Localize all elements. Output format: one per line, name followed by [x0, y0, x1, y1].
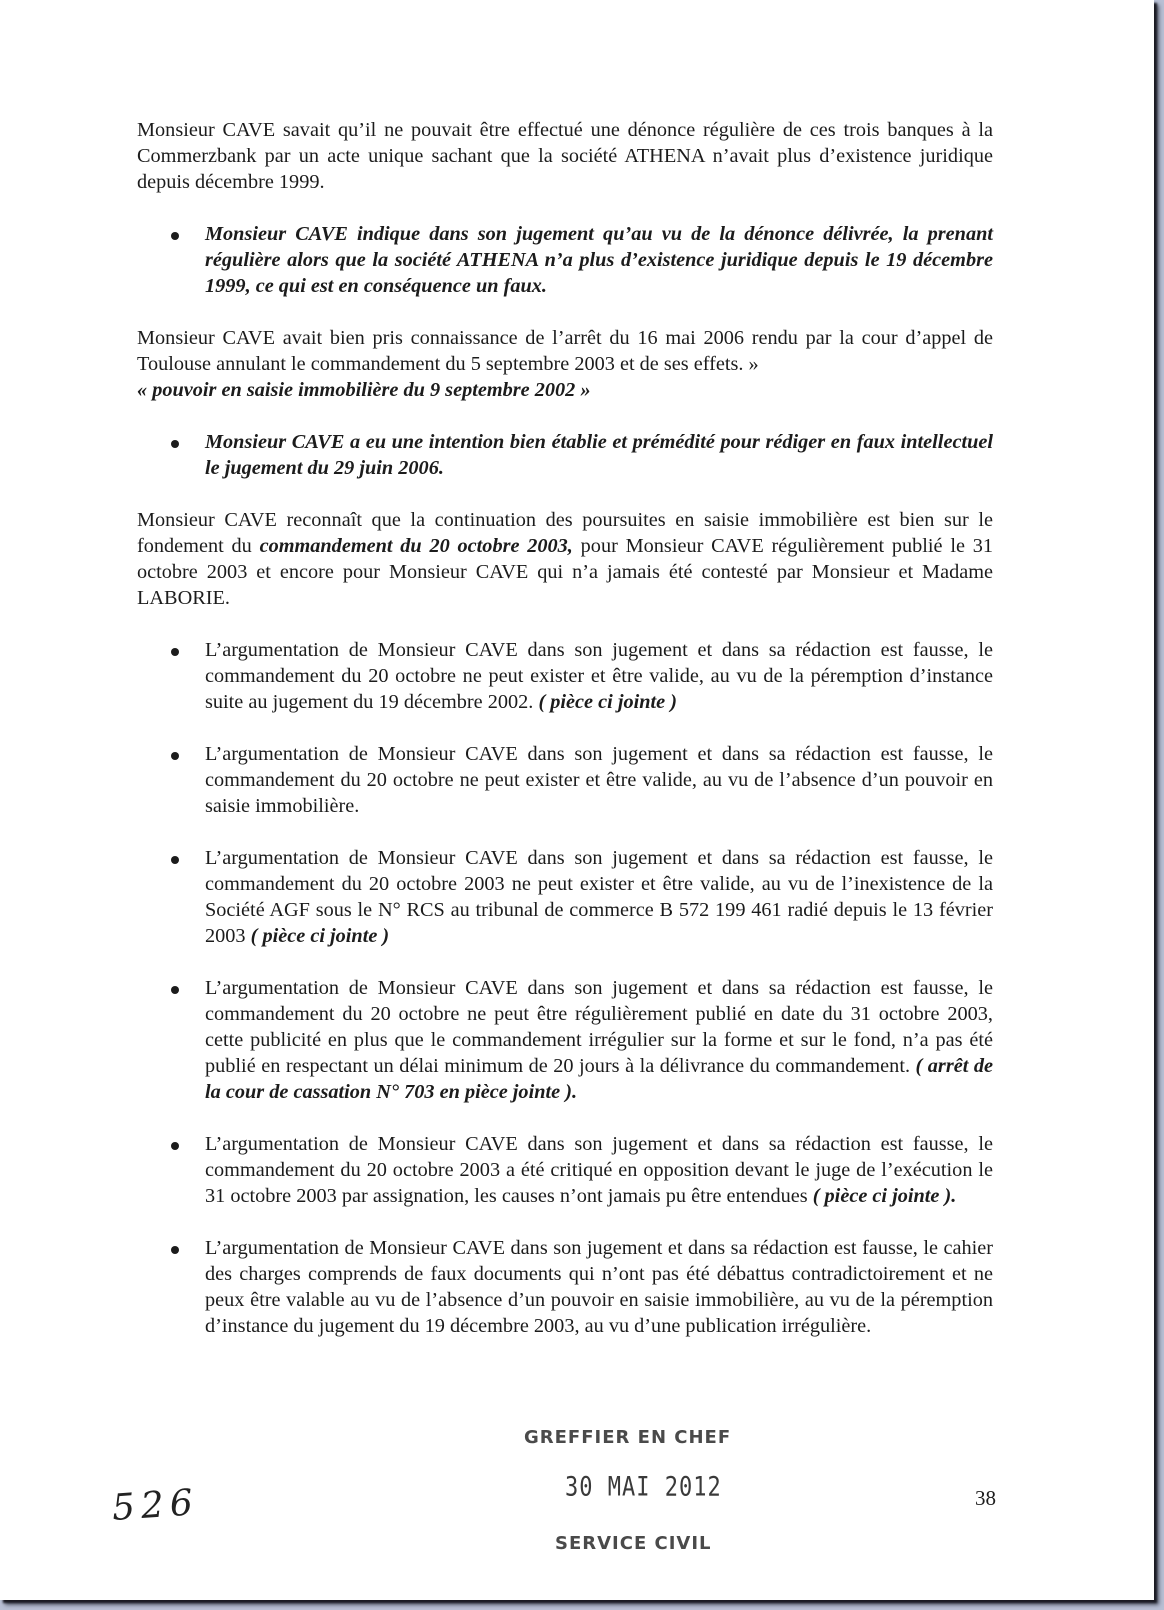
bullet-icon	[171, 440, 179, 448]
bullet-icon	[171, 752, 179, 760]
bullet-icon	[171, 648, 179, 656]
argument-item: L’argumentation de Monsieur CAVE dans son jugement et dans sa rédaction est fausse, le commandement du 20 octobre 2003 a été critiqué en opposition devant le juge de l’exécution le 31 octobre 2003 par assignation, les causes n’ont jamais pu être entendues ( pièce ci jointe ).	[137, 1131, 993, 1209]
stamp-service: SERVICE CIVIL	[555, 1533, 712, 1554]
bullet-list-2	[137, 429, 993, 481]
argument-item: L’argumentation de Monsieur CAVE dans son jugement et dans sa rédaction est fausse, le commandement du 20 octobre ne peut exister et être valide, au vu de l’absence d’un pouvoir en saisie immobilière.	[137, 741, 993, 819]
bullet-item: Monsieur CAVE a eu une intention bien établie et prémédité pour rédiger en faux intellectuel le jugement du 29 juin 2006.	[137, 429, 993, 481]
page-number: 38	[975, 1486, 996, 1510]
emphasis: commandement du 20 octobre 2003,	[259, 535, 573, 557]
quote-line: « pouvoir en saisie immobilière du 9 septembre 2002 »	[137, 379, 591, 401]
argument-item: L’argumentation de Monsieur CAVE dans son jugement et dans sa rédaction est fausse, le commandement du 20 octobre ne peut être régulièrement publié en date du 31 octobre 2003, cette publicité en plus que le commandement irrégulier sur la forme et sur le fond, n’a pas été publié en respectant un délai minimum de 20 jours à la délivrance du commandement. ( arrêt de la cour de cassation N° 703 en pièce jointe ).	[137, 975, 993, 1105]
attachment-note: ( pièce ci jointe ).	[812, 1185, 957, 1207]
arguments-list	[137, 637, 993, 1339]
document-body	[137, 117, 993, 1365]
attachment-note: ( pièce ci jointe )	[250, 925, 390, 947]
bullet-icon	[171, 986, 179, 994]
paragraph-3: Monsieur CAVE reconnaît que la continuation des poursuites en saisie immobilière est bien sur le fondement du commandement du 20 octobre 2003, pour Monsieur CAVE régulièrement publié le 31 octobre 2003 et encore pour Monsieur CAVE qui n’a jamais été contesté par Monsieur et Madame LABORIE.	[137, 509, 994, 609]
argument-item: L’argumentation de Monsieur CAVE dans son jugement et dans sa rédaction est fausse, le cahier des charges comprends de faux documents qui n’ont pas été débattus contradictoirement et ne peux être valable au vu de l’absence d’un pouvoir en saisie immobilière, au vu de la péremption d’instance du jugement du 19 décembre 2003, au vu d’une publication irrégulière.	[137, 1235, 993, 1339]
stamp-date: 30 MAI 2012	[565, 1472, 722, 1503]
bullet-icon	[171, 1142, 179, 1150]
bullet-item: Monsieur CAVE indique dans son jugement qu’au vu de la dénonce délivrée, la prenant régulière alors que la société ATHENA n’a plus d’existence juridique depuis le 19 décembre 1999, ce qui est en conséquence un faux.	[137, 221, 993, 299]
paragraph-2: Monsieur CAVE avait bien pris connaissance de l’arrêt du 16 mai 2006 rendu par la cour d’appel de Toulouse annulant le commandement du 5 septembre 2003 et de ses effets. » « pouvoir en saisie immobilière du 9 septembre 2002 »	[137, 327, 993, 401]
bullet-icon	[171, 232, 179, 240]
bullet-list-1	[137, 221, 993, 299]
intro-paragraph: Monsieur CAVE savait qu’il ne pouvait être effectué une dénonce régulière de ces trois banques à la Commerzbank par un acte unique sachant que la société ATHENA n’avait plus d’existence juridique depuis décembre 1999.	[137, 119, 993, 193]
handwritten-number: 526	[110, 1482, 201, 1529]
bullet-icon	[171, 856, 179, 864]
attachment-note: ( arrêt de la cour de cassation N° 703 en pièce jointe ).	[205, 1055, 993, 1103]
stamp-greffier: GREFFIER EN CHEF	[524, 1427, 732, 1448]
bullet-icon	[171, 1246, 179, 1254]
attachment-note: ( pièce ci jointe )	[538, 691, 677, 713]
argument-item: L’argumentation de Monsieur CAVE dans son jugement et dans sa rédaction est fausse, le commandement du 20 octobre 2003 ne peut exister et être valide, au vu de l’inexistence de la Société AGF sous le N° RCS au tribunal de commerce B 572 199 461 radié depuis le 13 février 2003 ( pièce ci jointe )	[137, 845, 993, 949]
argument-item: L’argumentation de Monsieur CAVE dans son jugement et dans sa rédaction est fausse, le commandement du 20 octobre ne peut exister et être valide, au vu de la péremption d’instance suite au jugement du 19 décembre 2002. ( pièce ci jointe )	[137, 637, 993, 715]
